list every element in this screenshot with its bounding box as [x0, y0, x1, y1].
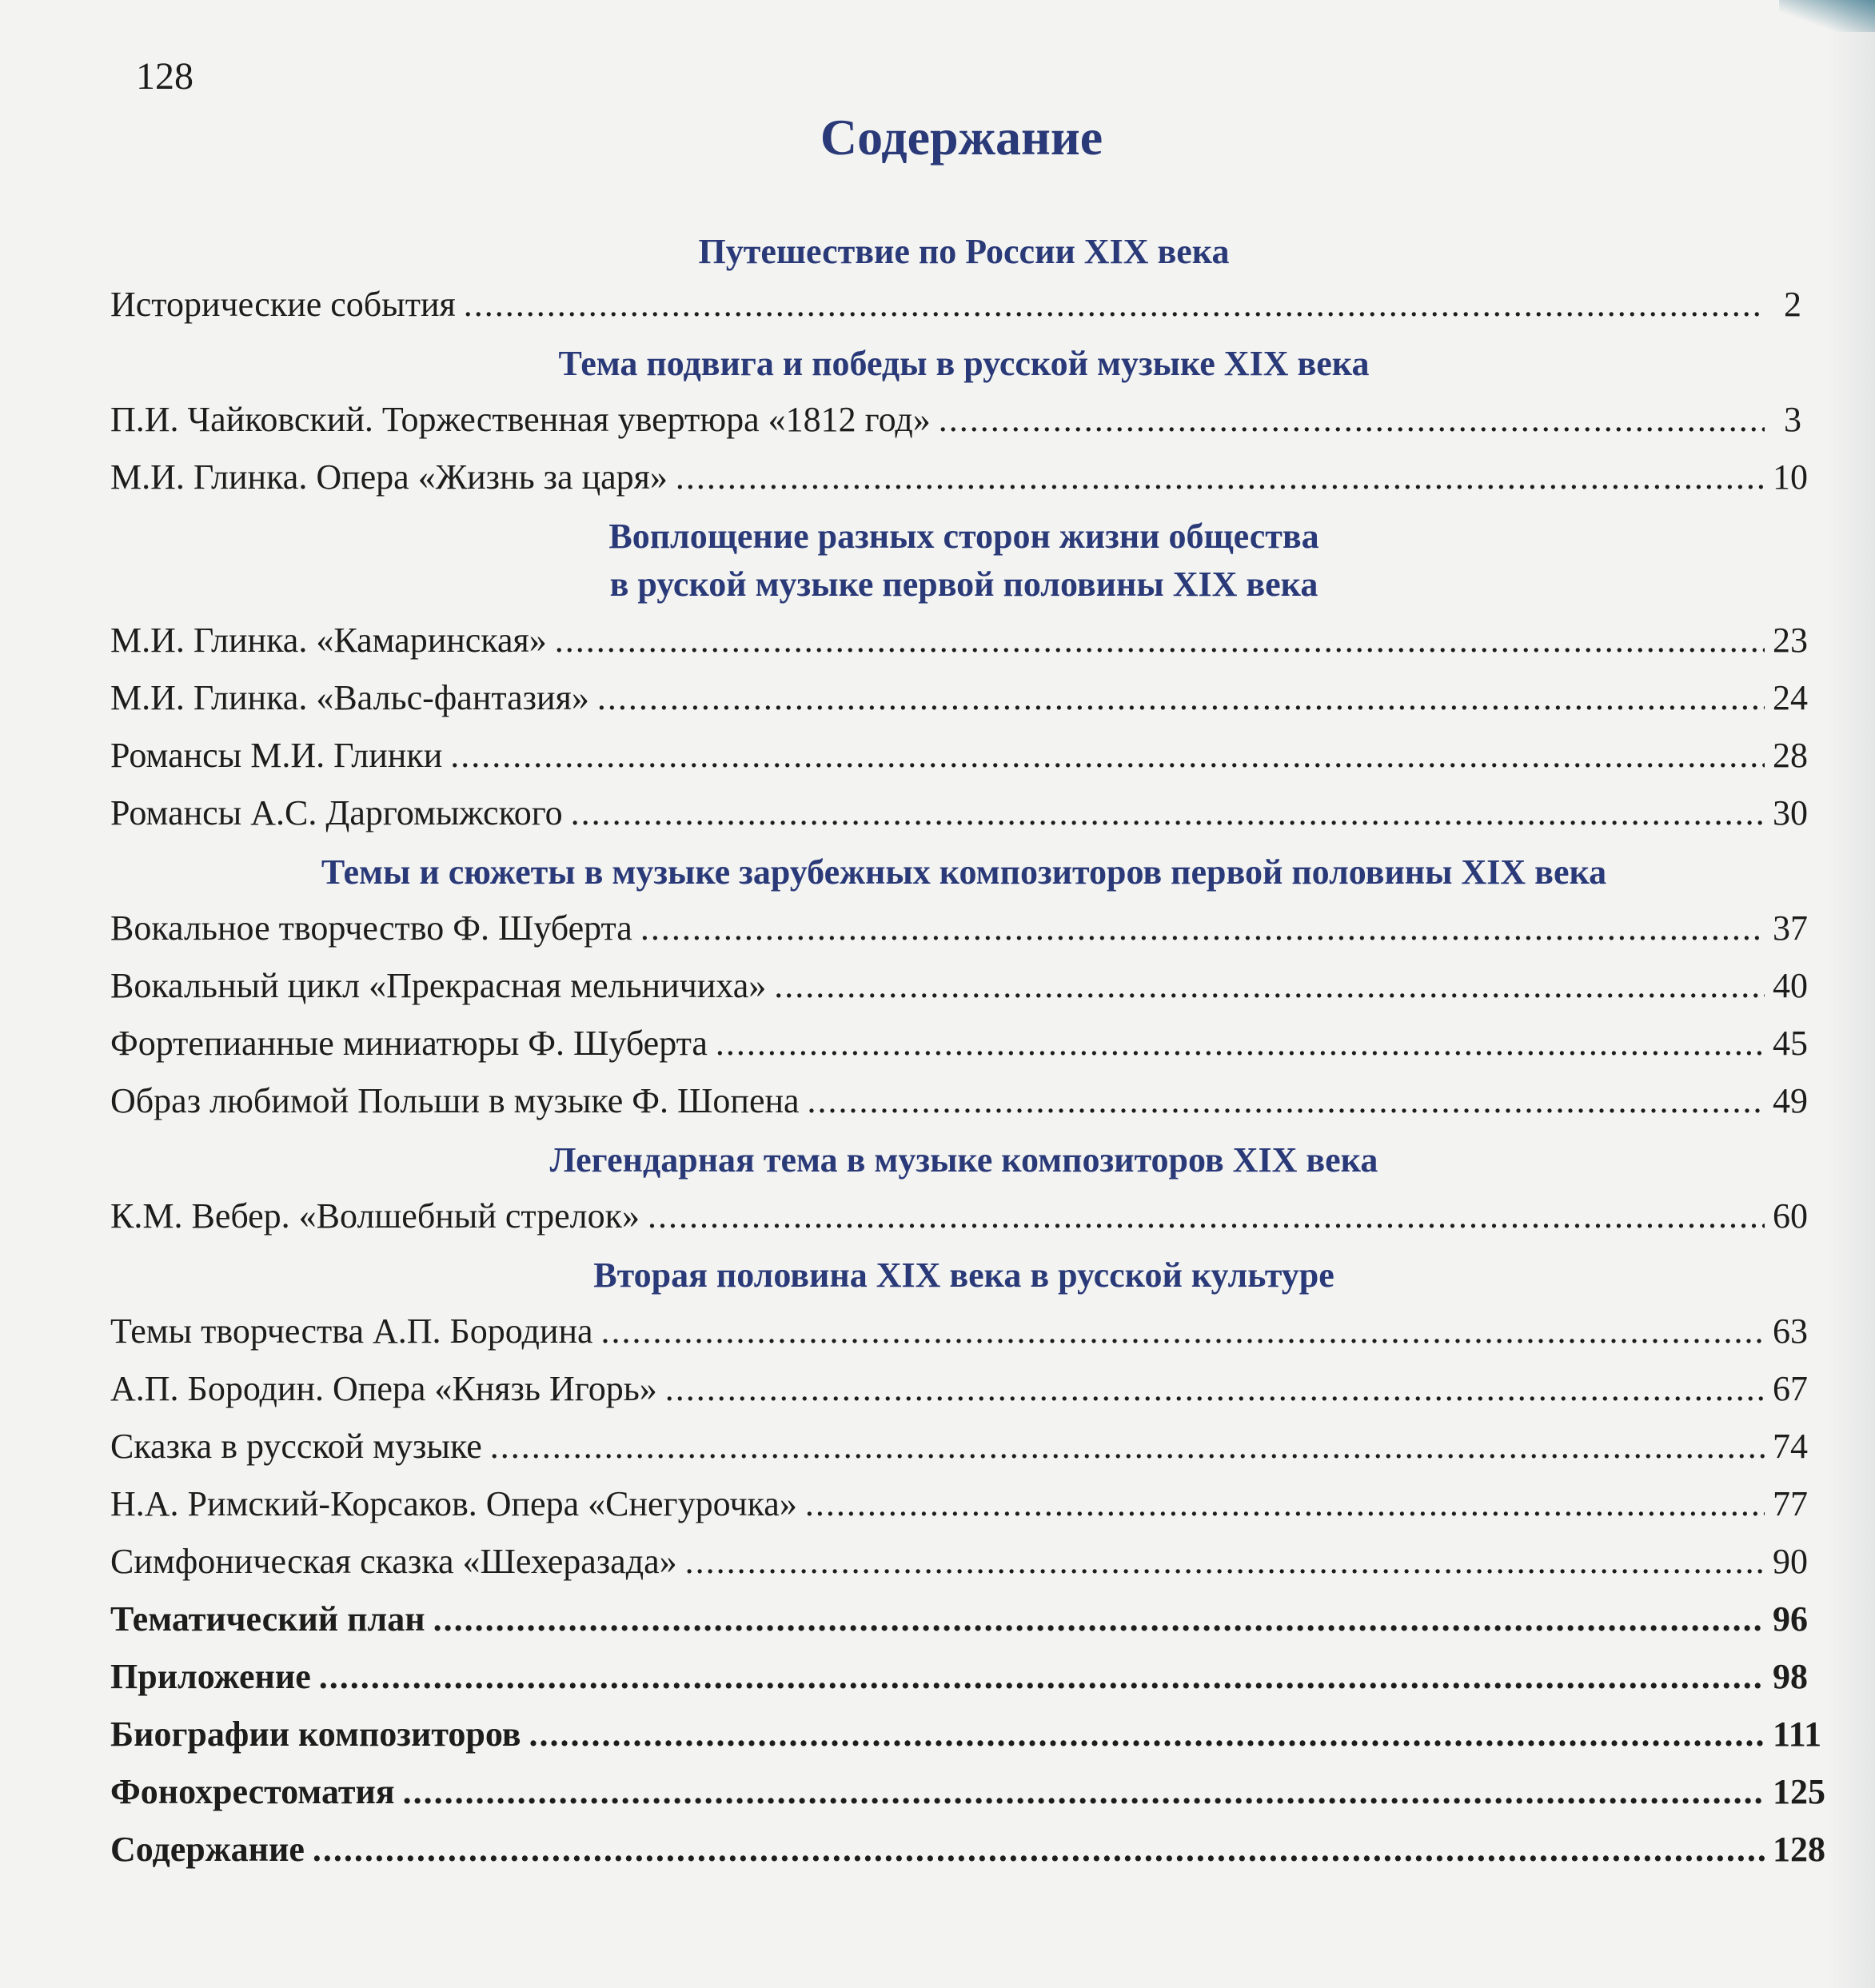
toc-entry-backmatter[interactable] [110, 1763, 1825, 1821]
toc-entry[interactable] [110, 957, 1808, 1015]
toc-entry[interactable] [110, 1418, 1808, 1475]
toc-entry-title: Содержание [110, 1830, 305, 1869]
toc-entry-title: К.М. Вебер. «Волшебный стрелок» [110, 1196, 640, 1236]
leader-dots [529, 1706, 1765, 1763]
table-of-contents [110, 228, 1825, 1878]
toc-entry-page: 3 [1784, 400, 1801, 439]
toc-entry-title: Сказка в русской музыке [110, 1427, 482, 1466]
toc-entry-page: 67 [1773, 1369, 1808, 1408]
toc-entry[interactable] [110, 1188, 1808, 1245]
toc-entry-backmatter[interactable] [110, 1821, 1825, 1878]
leader-dots [450, 727, 1765, 784]
toc-entry-title: Симфоническая сказка «Шехеразада» [110, 1542, 677, 1581]
leader-dots [774, 957, 1765, 1015]
page-title: Содержание [820, 109, 1103, 166]
toc-entry-title: М.И. Глинка. «Вальс-фантазия» [110, 678, 589, 717]
leader-dots [313, 1821, 1765, 1878]
toc-entry-page: 96 [1773, 1599, 1808, 1639]
section-heading-line: Тема подвига и победы в русской музыке XIX века [558, 344, 1370, 383]
section-heading-line: Вторая половина XIX века в русской культуре [593, 1255, 1334, 1295]
leader-dots [939, 391, 1765, 449]
toc-entry-title: А.П. Бородин. Опера «Князь Игорь» [110, 1369, 657, 1408]
page-edge-shadow [1827, 0, 1875, 1988]
toc-entry[interactable] [110, 391, 1801, 449]
leader-dots [640, 900, 1765, 957]
leader-dots [805, 1475, 1765, 1533]
section-heading-line: Легендарная тема в музыке композиторов XIX века [549, 1140, 1378, 1180]
toc-entry-title: П.И. Чайковский. Торжественная увертюра «1812 год» [110, 400, 931, 439]
toc-entry[interactable] [110, 1533, 1808, 1591]
toc-entry-title: М.И. Глинка. Опера «Жизнь за царя» [110, 457, 668, 497]
toc-entry-title: М.И. Глинка. «Камаринская» [110, 621, 547, 660]
section-heading-line: Темы и сюжеты в музыке зарубежных композиторов первой половины XIX века [321, 852, 1607, 892]
toc-entry[interactable] [110, 1360, 1808, 1418]
toc-entry-title: Приложение [110, 1657, 311, 1696]
toc-entry-title: Вокальный цикл «Прекрасная мельничиха» [110, 966, 767, 1005]
toc-entry[interactable] [110, 1015, 1808, 1072]
toc-entry[interactable] [110, 1072, 1808, 1130]
toc-entry-page: 2 [1784, 285, 1801, 324]
toc-entry-page: 28 [1773, 736, 1808, 775]
section-heading [126, 1251, 1801, 1299]
toc-entry-page: 45 [1773, 1024, 1808, 1063]
leader-dots [665, 1360, 1765, 1418]
leader-dots [716, 1015, 1765, 1072]
toc-entry-page: 23 [1773, 621, 1808, 660]
page-number: 128 [136, 55, 193, 98]
toc-entry-backmatter[interactable] [110, 1648, 1808, 1706]
toc-entry[interactable] [110, 669, 1808, 727]
section-heading [126, 848, 1801, 896]
leader-dots [597, 669, 1765, 727]
leader-dots [648, 1188, 1765, 1245]
toc-entry-page: 125 [1773, 1772, 1825, 1811]
toc-entry-page: 111 [1773, 1715, 1822, 1754]
leader-dots [319, 1648, 1765, 1706]
leader-dots [685, 1533, 1765, 1591]
toc-entry-backmatter[interactable] [110, 1706, 1822, 1763]
leader-dots [490, 1418, 1765, 1475]
section-heading-line: Путешествие по России XIX века [698, 232, 1230, 271]
toc-entry-title: Исторические события [110, 285, 456, 324]
toc-entry-page: 128 [1773, 1830, 1825, 1869]
toc-entry-title: Н.А. Римский-Корсаков. Опера «Снегурочка» [110, 1484, 797, 1523]
section-heading [126, 1136, 1801, 1184]
toc-entry-page: 10 [1773, 457, 1808, 497]
section-heading [126, 228, 1801, 276]
leader-dots [433, 1591, 1765, 1648]
toc-entry[interactable] [110, 276, 1801, 333]
toc-entry[interactable] [110, 612, 1808, 669]
toc-entry-title: Тематический план [110, 1599, 425, 1639]
toc-entry-title: Биографии композиторов [110, 1715, 521, 1754]
toc-entry-page: 90 [1773, 1542, 1808, 1581]
toc-entry[interactable] [110, 727, 1808, 784]
toc-entry-backmatter[interactable] [110, 1591, 1808, 1648]
toc-entry-title: Образ любимой Польши в музыке Ф. Шопена [110, 1081, 800, 1120]
leader-dots [601, 1303, 1765, 1360]
leader-dots [403, 1763, 1765, 1821]
leader-dots [571, 784, 1765, 842]
toc-entry-page: 40 [1773, 966, 1808, 1005]
leader-dots [555, 612, 1765, 669]
toc-entry-page: 24 [1773, 678, 1808, 717]
section-heading [126, 340, 1801, 388]
toc-entry[interactable] [110, 1303, 1808, 1360]
leader-dots [464, 276, 1765, 333]
toc-entry[interactable] [110, 900, 1808, 957]
leader-dots [808, 1072, 1765, 1130]
toc-entry[interactable] [110, 784, 1808, 842]
toc-entry-page: 74 [1773, 1427, 1808, 1466]
toc-entry-title: Фортепианные миниатюры Ф. Шуберта [110, 1024, 708, 1063]
toc-entry-page: 98 [1773, 1657, 1808, 1696]
toc-entry-title: Темы творчества А.П. Бородина [110, 1311, 593, 1351]
section-heading-line: Воплощение разных сторон жизни общества [608, 517, 1319, 556]
section-heading [126, 513, 1801, 609]
leader-dots [676, 449, 1765, 506]
toc-entry[interactable] [110, 449, 1808, 506]
toc-entry-page: 77 [1773, 1484, 1808, 1523]
toc-entry-title: Фонохрестоматия [110, 1772, 395, 1811]
toc-entry-title: Вокальное творчество Ф. Шуберта [110, 908, 632, 948]
toc-entry-title: Романсы А.С. Даргомыжского [110, 793, 563, 832]
toc-entry-page: 60 [1773, 1196, 1808, 1236]
toc-entry-page: 63 [1773, 1311, 1808, 1351]
toc-entry-page: 30 [1773, 793, 1808, 832]
toc-entry-page: 37 [1773, 908, 1808, 948]
toc-entry-page: 49 [1773, 1081, 1808, 1120]
section-heading-line: в руской музыке первой половины XIX века [609, 565, 1318, 604]
toc-entry-title: Романсы М.И. Глинки [110, 736, 443, 775]
toc-entry[interactable] [110, 1475, 1808, 1533]
page-corner-shadow [1779, 0, 1875, 32]
